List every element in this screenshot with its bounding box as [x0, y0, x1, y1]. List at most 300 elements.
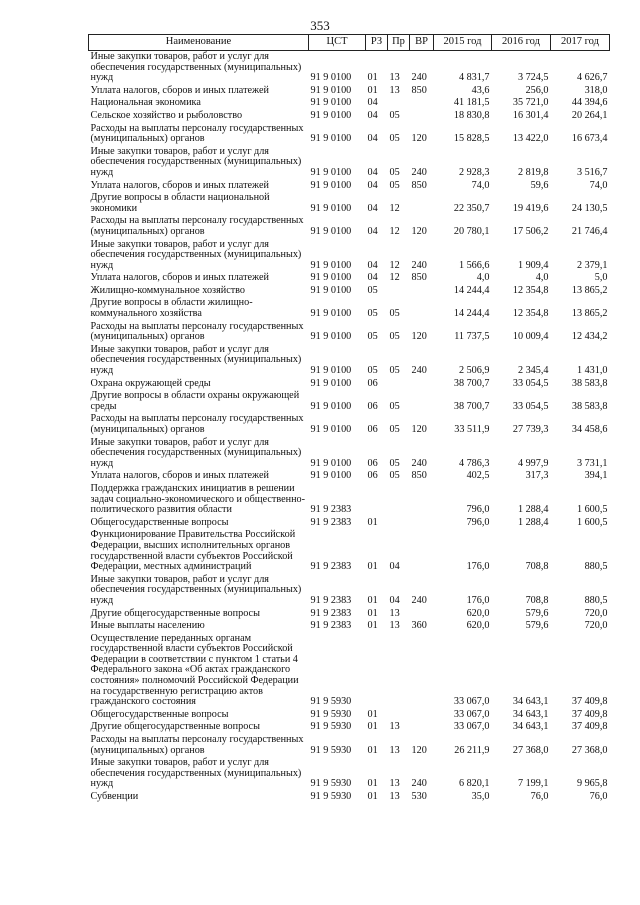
table-row [89, 321, 610, 344]
row-pr [388, 378, 410, 391]
page-number: 353 [310, 18, 330, 33]
table-row [89, 529, 610, 573]
row-pr [388, 517, 410, 530]
row-amount-2015: 14 244,4 [453, 284, 490, 296]
row-rz: 05 [367, 331, 378, 343]
row-amount-2015: 20 780,1 [453, 225, 490, 237]
table-row [89, 192, 610, 215]
row-name: Расходы на выплаты персоналу государственных (муниципальных) органов [90, 734, 304, 756]
row-amount-2015: 620,0 [466, 620, 490, 632]
row-amount-2015: 33 067,0 [453, 708, 490, 720]
row-amount-2016: 17 506,2 [512, 225, 549, 237]
row-vr: 120 [411, 225, 427, 237]
row-amount-2016: 1 909,4 [517, 259, 549, 271]
row-rz: 06 [367, 377, 378, 389]
row-vr [410, 97, 434, 110]
row-amount-2016: 27 368,0 [512, 744, 549, 756]
table-row [89, 344, 610, 378]
row-rz: 01 [367, 516, 378, 528]
row-amount-2017: 720,0 [584, 620, 608, 632]
row-amount-2016: 76,0 [530, 791, 549, 802]
row-cst: 91 9 0100 [310, 133, 352, 145]
row-cst: 91 9 0100 [310, 308, 352, 320]
row-amount-2015: 4,0 [476, 272, 490, 284]
row-rz: 01 [367, 744, 378, 756]
row-rz: 01 [367, 620, 378, 632]
header-rz: РЗ [366, 35, 388, 51]
row-name: Иные закупки товаров, работ и услуг для обеспечения государственных (муниципальных) нужд [90, 238, 302, 271]
row-vr [410, 709, 434, 722]
row-name: Иные закупки товаров, работ и услуг для обеспечения государственных (муниципальных) нужд [90, 51, 302, 84]
row-cst: 91 9 2383 [310, 504, 352, 516]
row-cst: 91 9 0100 [310, 179, 352, 191]
row-pr: 04 [389, 594, 400, 606]
table-row [89, 272, 610, 285]
row-name: Общегосударственные вопросы [90, 708, 229, 720]
row-rz: 05 [367, 308, 378, 320]
row-vr: 240 [411, 365, 427, 377]
row-amount-2015: 6 820,1 [458, 778, 490, 790]
row-rz: 05 [367, 284, 378, 296]
row-rz: 04 [367, 179, 378, 191]
row-pr: 13 [389, 721, 400, 733]
row-rz: 01 [367, 721, 378, 733]
row-cst: 91 9 0100 [310, 400, 352, 412]
header-2017: 2017 год [551, 35, 610, 51]
row-amount-2016: 59,6 [530, 179, 549, 191]
row-amount-2015: 4 831,7 [458, 72, 490, 84]
row-amount-2015: 796,0 [466, 504, 490, 516]
row-cst: 91 9 5930 [310, 708, 352, 720]
row-amount-2017: 37 409,8 [571, 708, 608, 720]
row-amount-2017: 3 731,1 [576, 457, 608, 469]
row-rz: 06 [367, 470, 378, 482]
header-2015: 2015 год [434, 35, 492, 51]
table-row [89, 470, 610, 483]
row-cst: 91 9 5930 [310, 744, 352, 756]
row-vr: 850 [411, 84, 427, 96]
row-name: Охрана окружающей среды [90, 377, 211, 389]
row-cst: 91 9 0100 [310, 166, 352, 178]
row-amount-2017: 76,0 [589, 791, 608, 802]
row-name: Сельское хозяйство и рыболовство [90, 109, 243, 121]
table-row [89, 734, 610, 757]
row-amount-2016: 708,8 [525, 594, 549, 606]
row-amount-2016: 12 354,8 [512, 308, 549, 320]
row-amount-2015: 41 181,5 [453, 97, 490, 109]
row-cst: 91 9 2383 [310, 594, 352, 606]
row-rz: 01 [367, 72, 378, 84]
row-pr: 05 [389, 166, 400, 178]
header-name: Наименование [89, 35, 309, 51]
row-name: Иные выплаты населению [90, 620, 205, 632]
row-vr [410, 297, 434, 320]
row-amount-2016: 1 288,4 [517, 504, 549, 516]
row-pr: 12 [389, 202, 400, 214]
table-row [89, 633, 610, 709]
row-amount-2017: 44 394,6 [571, 97, 608, 109]
row-cst: 91 9 0100 [310, 202, 352, 214]
table-row [89, 574, 610, 608]
row-rz: 01 [367, 594, 378, 606]
row-vr [410, 378, 434, 391]
row-name: Иные закупки товаров, работ и услуг для обеспечения государственных (муниципальных) нужд [90, 757, 302, 790]
row-cst: 91 9 0100 [310, 272, 352, 284]
row-vr: 850 [411, 179, 427, 191]
row-amount-2015: 38 700,7 [453, 377, 490, 389]
row-name: Иные закупки товаров, работ и услуг для обеспечения государственных (муниципальных) нужд [90, 343, 302, 377]
row-amount-2015: 15 828,5 [453, 133, 490, 145]
row-pr: 13 [389, 778, 400, 790]
row-amount-2015: 38 700,7 [453, 400, 490, 412]
row-amount-2016: 256,0 [525, 84, 549, 96]
table-row [89, 608, 610, 621]
row-rz: 01 [367, 561, 378, 573]
table-header-row [89, 35, 610, 51]
row-rz: 01 [367, 708, 378, 720]
row-vr: 240 [411, 72, 427, 84]
row-pr: 05 [389, 109, 400, 121]
row-rz: 04 [367, 109, 378, 121]
row-cst: 91 9 5930 [310, 778, 352, 790]
row-amount-2015: 35,0 [471, 791, 490, 802]
row-vr [410, 110, 434, 123]
row-name: Расходы на выплаты персоналу государственных (муниципальных) органов [90, 320, 304, 343]
row-amount-2015: 18 830,8 [453, 109, 490, 121]
table-row [89, 215, 610, 238]
row-pr: 05 [389, 179, 400, 191]
row-vr [410, 192, 434, 215]
row-amount-2015: 402,5 [466, 470, 490, 482]
row-amount-2015: 11 737,5 [454, 331, 490, 343]
row-amount-2017: 880,5 [584, 561, 608, 573]
row-pr: 05 [389, 457, 400, 469]
row-amount-2017: 720,0 [584, 607, 608, 619]
row-amount-2017: 4 626,7 [576, 72, 608, 84]
row-amount-2016: 7 199,1 [517, 778, 549, 790]
row-vr [410, 285, 434, 298]
row-name: Другие общегосударственные вопросы [90, 721, 260, 733]
row-amount-2017: 34 458,6 [571, 424, 608, 435]
row-amount-2016: 579,6 [525, 607, 549, 619]
row-vr: 240 [411, 259, 427, 271]
row-cst: 91 9 0100 [310, 109, 352, 121]
row-name: Поддержка гражданских инициатив в решении задач социально-экономического и общественно-политического развития области [90, 482, 306, 516]
row-pr: 05 [389, 365, 400, 377]
header-pr: Пр [388, 35, 410, 51]
table-row [89, 413, 610, 436]
table-row [89, 97, 610, 110]
row-name: Субвенции [90, 791, 139, 802]
row-rz: 01 [367, 791, 378, 802]
row-amount-2015: 26 211,9 [454, 744, 490, 756]
table-row [89, 620, 610, 633]
row-pr: 04 [389, 561, 400, 573]
row-rz: 01 [367, 778, 378, 790]
row-amount-2017: 74,0 [589, 179, 608, 191]
table-row [89, 285, 610, 298]
row-amount-2016: 317,3 [525, 470, 549, 482]
row-amount-2017: 1 600,5 [576, 516, 608, 528]
row-cst: 91 9 5930 [310, 696, 352, 708]
row-rz: 04 [367, 133, 378, 145]
row-vr: 240 [411, 457, 427, 469]
row-amount-2016: 16 301,4 [512, 109, 549, 121]
row-cst: 91 9 0100 [310, 457, 352, 469]
row-amount-2016: 19 419,6 [512, 202, 549, 214]
row-amount-2017: 3 516,7 [576, 166, 608, 178]
table-row [89, 239, 610, 273]
row-cst: 91 9 2383 [310, 620, 352, 632]
row-cst: 91 9 0100 [310, 365, 352, 377]
row-name: Расходы на выплаты персоналу государственных (муниципальных) органов [90, 413, 304, 435]
table-row [89, 791, 610, 804]
table-row [89, 297, 610, 320]
row-amount-2017: 24 130,5 [571, 202, 608, 214]
row-rz: 04 [367, 202, 378, 214]
row-amount-2016: 13 422,0 [512, 133, 549, 145]
row-amount-2015: 4 786,3 [458, 457, 490, 469]
row-amount-2016: 12 354,8 [512, 284, 549, 296]
row-amount-2016: 10 009,4 [512, 331, 549, 343]
row-pr: 12 [389, 259, 400, 271]
row-pr: 13 [389, 620, 400, 632]
row-amount-2016: 33 054,5 [512, 377, 549, 389]
row-amount-2017: 13 865,2 [571, 284, 608, 296]
row-rz: 06 [367, 457, 378, 469]
row-amount-2017: 5,0 [594, 272, 608, 284]
row-vr [410, 721, 434, 734]
row-name: Другие вопросы в области национальной экономики [90, 192, 270, 214]
table-row [89, 110, 610, 123]
row-amount-2015: 74,0 [471, 179, 490, 191]
row-name: Другие вопросы в области жилищно-коммунального хозяйства [90, 297, 253, 320]
row-amount-2016: 34 643,1 [512, 721, 549, 733]
row-amount-2015: 2 506,9 [458, 365, 490, 377]
row-amount-2015: 176,0 [466, 561, 490, 573]
row-cst: 91 9 0100 [310, 259, 352, 271]
row-name: Другие вопросы в области охраны окружающей среды [90, 390, 300, 412]
row-amount-2017: 9 965,8 [576, 778, 608, 790]
row-vr: 530 [411, 791, 427, 802]
header-2016: 2016 год [492, 35, 551, 51]
row-vr [410, 633, 434, 709]
table-row [89, 757, 610, 791]
row-amount-2017: 1 431,0 [576, 365, 608, 377]
row-amount-2016: 708,8 [525, 561, 549, 573]
table-row [89, 390, 610, 413]
row-amount-2015: 14 244,4 [453, 308, 490, 320]
row-amount-2017: 21 746,4 [571, 225, 608, 237]
row-amount-2017: 37 409,8 [571, 721, 608, 733]
row-vr: 850 [411, 470, 427, 482]
budget-table [88, 34, 610, 804]
row-amount-2015: 43,6 [471, 84, 490, 96]
row-name: Функционирование Правительства Российской Федерации, высших исполнительных органов государственной власти субъектов Российской Федерации, местных администраций [90, 529, 296, 573]
row-vr [410, 517, 434, 530]
row-amount-2016: 27 739,3 [512, 424, 549, 435]
row-rz: 06 [367, 424, 378, 435]
row-rz: 01 [367, 84, 378, 96]
row-amount-2015: 2 928,3 [458, 166, 490, 178]
row-amount-2015: 620,0 [466, 607, 490, 619]
table-body [89, 51, 610, 804]
row-rz [366, 483, 388, 517]
row-cst: 91 9 5930 [310, 721, 352, 733]
row-vr: 120 [411, 744, 427, 756]
row-vr [410, 608, 434, 621]
row-pr: 13 [389, 607, 400, 619]
row-amount-2016: 34 643,1 [512, 696, 549, 708]
table-row [89, 721, 610, 734]
row-name: Другие общегосударственные вопросы [90, 607, 260, 619]
row-name: Иные закупки товаров, работ и услуг для обеспечения государственных (муниципальных) нужд [90, 573, 302, 606]
row-cst: 91 9 0100 [310, 225, 352, 237]
row-name: Общегосударственные вопросы [90, 516, 229, 528]
table-row [89, 146, 610, 180]
row-cst: 91 9 5930 [310, 791, 352, 802]
row-pr: 05 [389, 331, 400, 343]
row-amount-2017: 20 264,1 [571, 109, 608, 121]
row-name: Национальная экономика [90, 97, 201, 109]
row-amount-2015: 22 350,7 [453, 202, 490, 214]
row-amount-2017: 12 434,2 [571, 331, 608, 343]
row-rz: 05 [367, 365, 378, 377]
row-pr: 05 [389, 400, 400, 412]
header-vr: ВР [410, 35, 434, 51]
row-rz: 04 [367, 97, 378, 109]
row-rz [366, 633, 388, 709]
row-amount-2017: 37 409,8 [571, 696, 608, 708]
row-amount-2016: 4 997,9 [517, 457, 549, 469]
row-amount-2017: 38 583,8 [571, 377, 608, 389]
row-cst: 91 9 2383 [310, 561, 352, 573]
row-rz: 06 [367, 400, 378, 412]
table-row [89, 709, 610, 722]
row-pr: 05 [389, 424, 400, 435]
row-name: Уплата налогов, сборов и иных платежей [90, 84, 269, 96]
row-vr [410, 529, 434, 573]
row-amount-2016: 2 819,8 [517, 166, 549, 178]
row-pr: 13 [389, 744, 400, 756]
row-name: Иные закупки товаров, работ и услуг для обеспечения государственных (муниципальных) нужд [90, 145, 302, 178]
row-amount-2017: 394,1 [584, 470, 608, 482]
row-amount-2016: 3 724,5 [517, 72, 549, 84]
row-pr [388, 483, 410, 517]
row-rz: 04 [367, 259, 378, 271]
row-name: Иные закупки товаров, работ и услуг для обеспечения государственных (муниципальных) нужд [90, 436, 302, 469]
row-cst: 91 9 0100 [310, 84, 352, 96]
table-row [89, 51, 610, 85]
table-row [89, 437, 610, 471]
row-pr [388, 633, 410, 709]
table-row [89, 123, 610, 146]
row-cst: 91 9 0100 [310, 424, 352, 435]
table-row [89, 517, 610, 530]
header-cst: ЦСТ [309, 35, 366, 51]
row-vr: 120 [411, 424, 427, 435]
row-pr [388, 709, 410, 722]
row-amount-2017: 880,5 [584, 594, 608, 606]
row-name: Уплата налогов, сборов и иных платежей [90, 272, 269, 284]
row-pr: 12 [389, 272, 400, 284]
row-cst: 91 9 2383 [310, 516, 352, 528]
row-amount-2017: 1 600,5 [576, 504, 608, 516]
row-amount-2017: 27 368,0 [571, 744, 608, 756]
table-row [89, 180, 610, 193]
table-row [89, 85, 610, 98]
row-amount-2016: 4,0 [535, 272, 549, 284]
row-amount-2017: 13 865,2 [571, 308, 608, 320]
row-vr: 240 [411, 166, 427, 178]
row-amount-2017: 38 583,8 [571, 400, 608, 412]
row-pr [388, 97, 410, 110]
row-cst: 91 9 0100 [310, 97, 352, 109]
row-amount-2015: 33 067,0 [453, 721, 490, 733]
row-rz: 04 [367, 272, 378, 284]
row-amount-2015: 176,0 [466, 594, 490, 606]
row-cst: 91 9 0100 [310, 377, 352, 389]
row-amount-2016: 33 054,5 [512, 400, 549, 412]
row-amount-2017: 2 379,1 [576, 259, 608, 271]
row-amount-2016: 2 345,4 [517, 365, 549, 377]
row-rz: 04 [367, 225, 378, 237]
row-amount-2017: 16 673,4 [571, 133, 608, 145]
row-pr: 13 [389, 791, 400, 802]
row-amount-2015: 796,0 [466, 516, 490, 528]
row-name: Уплата налогов, сборов и иных платежей [90, 179, 269, 191]
row-cst: 91 9 0100 [310, 470, 352, 482]
row-rz: 01 [367, 607, 378, 619]
row-cst: 91 9 0100 [310, 331, 352, 343]
row-amount-2016: 1 288,4 [517, 516, 549, 528]
row-amount-2016: 34 643,1 [512, 708, 549, 720]
row-amount-2016: 35 721,0 [512, 97, 549, 109]
table-row [89, 483, 610, 517]
row-vr: 850 [411, 272, 427, 284]
row-name: Расходы на выплаты персоналу государственных (муниципальных) органов [90, 215, 304, 237]
row-vr: 360 [411, 620, 427, 632]
row-amount-2015: 33 511,9 [454, 424, 490, 435]
row-amount-2016: 579,6 [525, 620, 549, 632]
row-vr: 120 [411, 133, 427, 145]
row-vr [410, 483, 434, 517]
row-vr: 240 [411, 778, 427, 790]
row-pr: 05 [389, 470, 400, 482]
table-row [89, 378, 610, 391]
row-name: Жилищно-коммунальное хозяйство [90, 284, 246, 296]
row-name: Уплата налогов, сборов и иных платежей [90, 470, 269, 482]
row-pr: 13 [389, 84, 400, 96]
row-vr: 120 [411, 331, 427, 343]
row-pr [388, 285, 410, 298]
row-amount-2017: 318,0 [584, 84, 608, 96]
row-pr: 12 [389, 225, 400, 237]
row-amount-2015: 1 566,6 [458, 259, 490, 271]
row-pr: 05 [389, 133, 400, 145]
row-pr: 13 [389, 72, 400, 84]
row-name: Осуществление переданных органам государственной власти субъектов Российской Федерации в соответствии с пунктом 1 статьи 4 Федерального закона «Об актах гражданского состояния» полномочий Российской Федерации на государственную регистрацию актов гражданского состояния [90, 632, 299, 708]
row-name: Расходы на выплаты персоналу государственных (муниципальных) органов [90, 122, 304, 145]
row-pr: 05 [389, 308, 400, 320]
row-vr: 240 [411, 594, 427, 606]
row-cst: 91 9 0100 [310, 284, 352, 296]
row-vr [410, 390, 434, 413]
row-cst: 91 9 0100 [310, 72, 352, 84]
row-amount-2015: 33 067,0 [453, 696, 490, 708]
row-cst: 91 9 2383 [310, 607, 352, 619]
row-rz: 04 [367, 166, 378, 178]
